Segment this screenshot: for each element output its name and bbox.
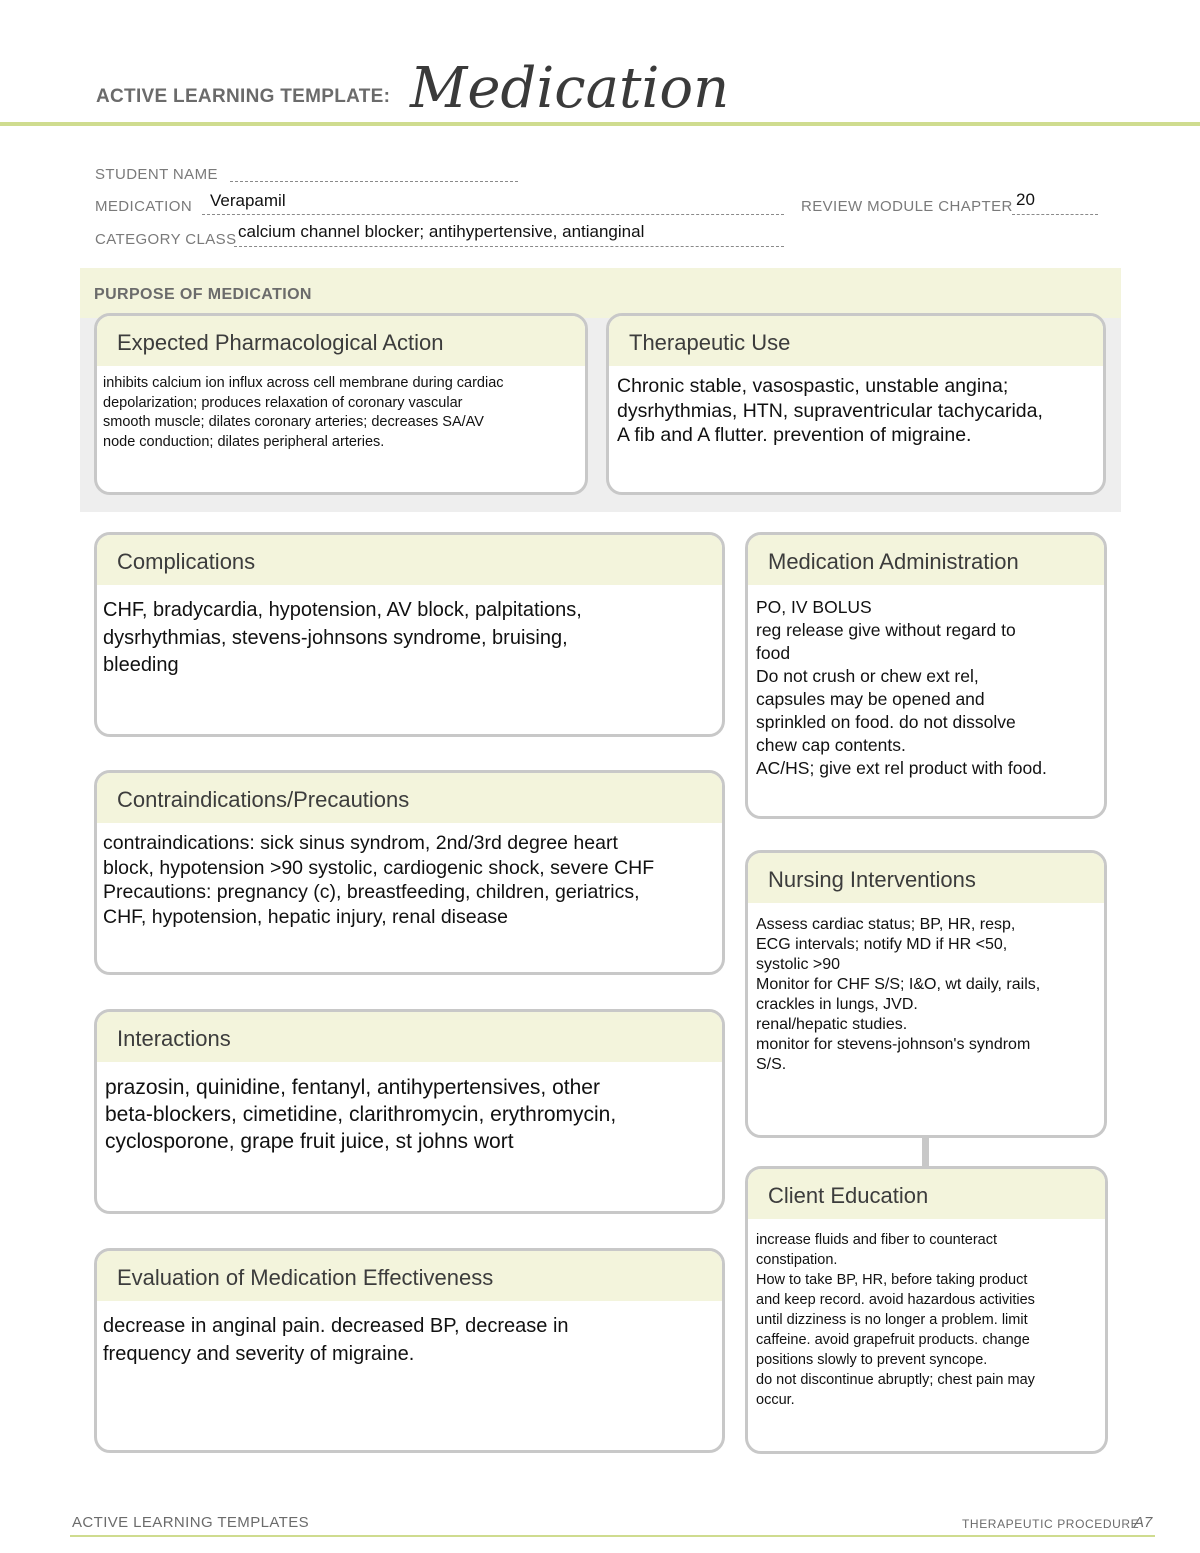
administration-heading: Medication Administration [748, 535, 1104, 585]
footer-rule [70, 1535, 1155, 1537]
footer-right: THERAPEUTIC PROCEDURE [962, 1517, 1140, 1531]
administration-text[interactable]: PO, IV BOLUS reg release give without regard to food Do not crush or chew ext rel, capsules may be opened and sprinkled on food. do not dissolve chew cap contents. AC/HS; give ext rel product with food. [756, 597, 1047, 778]
contraindications-text[interactable]: contraindications: sick sinus syndrom, 2nd/3rd degree heart block, hypotension >90 systolic, cardiogenic shock, severe CHF Precautions: pregnancy (c), breastfeeding, children, geriatrics, CHF, hypotension, hepatic injury, renal disease [103, 832, 655, 928]
education-text[interactable]: increase fluids and fiber to counteract constipation. How to take BP, HR, before taking product and keep record. avoid hazardous activities until dizziness is no longer a problem. limit caffeine. avoid grapefruit products. change positions slowly to prevent syncope. do not discontinue abruptly; chest pain may occur. [756, 1232, 1035, 1408]
review-module-value[interactable]: 20 [1016, 190, 1035, 209]
category-class-label: CATEGORY CLASS [95, 231, 237, 248]
template-label: ACTIVE LEARNING TEMPLATE: [96, 86, 391, 107]
complications-heading: Complications [97, 535, 722, 585]
review-module-line [1012, 214, 1098, 215]
medication-label: MEDICATION [95, 198, 193, 215]
evaluation-heading: Evaluation of Medication Effectiveness [97, 1251, 722, 1301]
evaluation-text[interactable]: decrease in anginal pain. decreased BP, decrease in frequency and severity of migraine. [103, 1315, 569, 1365]
education-card [745, 1166, 1108, 1454]
expected-action-text[interactable]: inhibits calcium ion influx across cell membrane during cardiac depolarization; produces relaxation of coronary vascular smooth muscle; dilates coronary arteries; decreases SA/AV node conduction; dilates peripheral arteries. [103, 375, 504, 450]
therapeutic-use-text[interactable]: Chronic stable, vasospastic, unstable angina; dysrhythmias, HTN, supraventricular tachycarida, A fib and A flutter. prevention of migraine. [617, 375, 1043, 446]
page-title: Medication [410, 56, 730, 121]
category-class-line [234, 246, 784, 247]
education-heading: Client Education [748, 1169, 1105, 1219]
header-rule [0, 122, 1200, 126]
category-class-value[interactable]: calcium channel blocker; antihypertensive, antianginal [238, 222, 645, 241]
therapeutic-use-card [606, 313, 1106, 495]
evaluation-card [94, 1248, 725, 1453]
complications-card [94, 532, 725, 737]
contraindications-card [94, 770, 725, 975]
therapeutic-use-heading: Therapeutic Use [609, 316, 1103, 366]
medication-line [202, 214, 784, 215]
contraindications-heading: Contraindications/Precautions [97, 773, 722, 823]
page-number: A7 [1134, 1514, 1153, 1531]
medication-value[interactable]: Verapamil [210, 191, 286, 210]
expected-action-heading: Expected Pharmacological Action [97, 316, 585, 366]
student-name-line [230, 181, 518, 182]
nursing-card [745, 850, 1107, 1138]
purpose-title: PURPOSE OF MEDICATION [94, 286, 312, 303]
interactions-heading: Interactions [97, 1012, 722, 1062]
footer-left: ACTIVE LEARNING TEMPLATES [72, 1514, 309, 1531]
card-connector [922, 1136, 929, 1166]
complications-text[interactable]: CHF, bradycardia, hypotension, AV block, palpitations, dysrhythmias, stevens-johnsons syndrome, bruising, bleeding [103, 599, 582, 676]
administration-card [745, 532, 1107, 819]
expected-action-card [94, 313, 588, 495]
review-module-label: REVIEW MODULE CHAPTER [801, 198, 1013, 215]
interactions-card [94, 1009, 725, 1214]
nursing-heading: Nursing Interventions [748, 853, 1104, 903]
nursing-text[interactable]: Assess cardiac status; BP, HR, resp, ECG intervals; notify MD if HR <50, systolic >90 Monitor for CHF S/S; I&O, wt daily, rails, crackles in lungs, JVD. renal/hepatic studies. monitor for stevens-johnson's syndrom S/S. [756, 916, 1041, 1073]
interactions-text[interactable]: prazosin, quinidine, fentanyl, antihypertensives, other beta-blockers, cimetidine, clarithromycin, erythromycin, cyclosporone, grape fruit juice, st johns wort [105, 1076, 617, 1153]
student-name-label: STUDENT NAME [95, 166, 218, 183]
